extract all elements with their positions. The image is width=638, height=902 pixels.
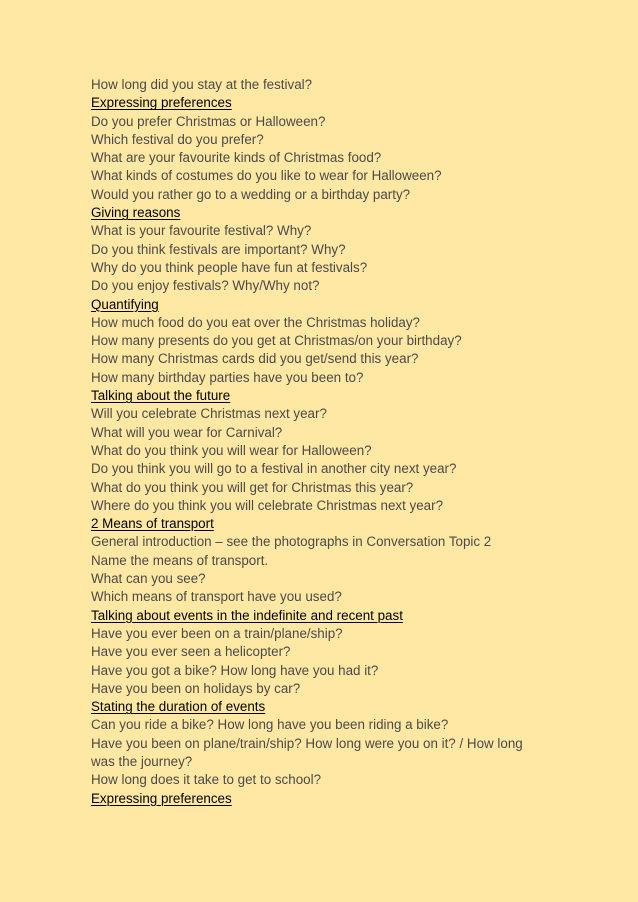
question-line: What do you think you will wear for Halloween?	[91, 442, 372, 458]
section-heading: Expressing preferences	[91, 790, 232, 806]
question-line: How much food do you eat over the Christmas holiday?	[91, 314, 420, 330]
question-line: Have you ever seen a helicopter?	[91, 644, 291, 660]
question-line: Have you been on plane/train/ship? How long were you on it? / How long	[91, 735, 523, 751]
question-line: What do you think you will get for Christmas this year?	[91, 479, 414, 495]
question-line: Have you ever been on a train/plane/ship?	[91, 625, 343, 641]
question-line: How many Christmas cards did you get/send this year?	[91, 351, 419, 367]
section-heading: Stating the duration of events	[91, 699, 266, 715]
question-line: Have you been on holidays by car?	[91, 680, 301, 696]
section-heading: 2 Means of transport	[91, 516, 214, 532]
section-heading: Expressing preferences	[91, 95, 232, 111]
question-line: Can you ride a bike? How long have you been riding a bike?	[91, 717, 449, 733]
question-line: What are your favourite kinds of Christmas food?	[91, 150, 382, 166]
question-line: Do you think festivals are important? Why?	[91, 241, 346, 257]
question-line: What is your favourite festival? Why?	[91, 223, 312, 239]
question-line: Where do you think you will celebrate Christmas next year?	[91, 497, 444, 513]
question-line: Do you think you will go to a festival in another city next year?	[91, 461, 457, 477]
question-line: What will you wear for Carnival?	[91, 424, 283, 440]
question-line: How long did you stay at the festival?	[91, 77, 313, 92]
question-line: How many birthday parties have you been to?	[91, 369, 364, 385]
question-line: General introduction – see the photographs in Conversation Topic 2	[91, 534, 492, 550]
section-heading: Giving reasons	[91, 205, 181, 221]
question-line: Will you celebrate Christmas next year?	[91, 406, 327, 422]
section-heading: Talking about events in the indefinite and recent past	[91, 607, 403, 623]
question-line: Why do you think people have fun at festivals?	[91, 259, 368, 275]
question-line: What kinds of costumes do you like to wear for Halloween?	[91, 168, 442, 184]
question-line: Name the means of transport.	[91, 552, 269, 568]
question-line: was the journey?	[91, 753, 193, 769]
question-line: How many presents do you get at Christmas/on your birthday?	[91, 333, 462, 349]
section-heading: Quantifying	[91, 296, 159, 312]
question-line: Do you prefer Christmas or Halloween?	[91, 113, 326, 129]
section-heading: Talking about the future	[91, 388, 231, 404]
question-line: Would you rather go to a wedding or a birthday party?	[91, 186, 411, 202]
question-line: How long does it take to get to school?	[91, 772, 322, 788]
question-line: What can you see?	[91, 571, 206, 587]
question-line: Do you enjoy festivals? Why/Why not?	[91, 278, 320, 294]
question-line: Which means of transport have you used?	[91, 589, 342, 605]
question-line: Which festival do you prefer?	[91, 131, 264, 147]
question-line: Have you got a bike? How long have you had it?	[91, 662, 379, 678]
